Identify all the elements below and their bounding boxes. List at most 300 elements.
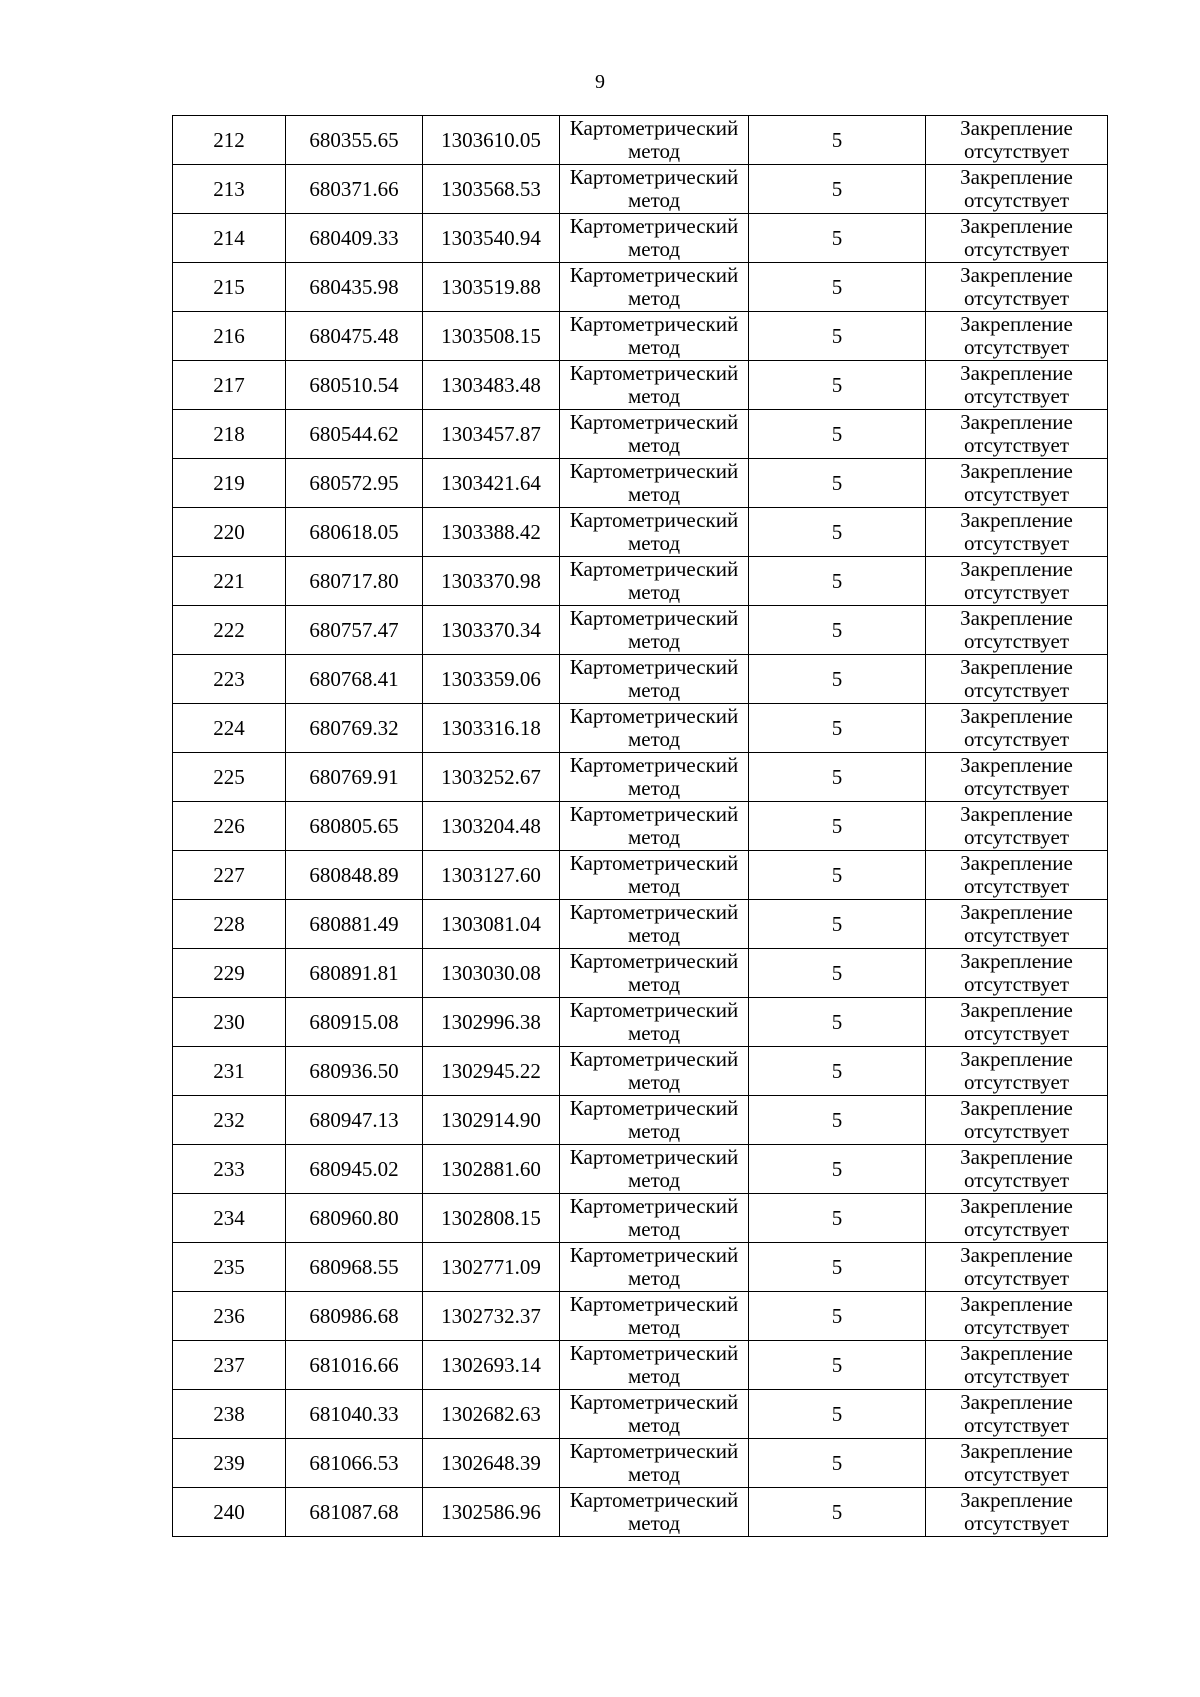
x-coordinate-cell: 680805.65 [286, 802, 423, 851]
method-cell-line-1: Картометрический [569, 1096, 739, 1120]
method-cell [560, 557, 749, 606]
method-cell [560, 165, 749, 214]
method-cell-line-1: Картометрический [569, 998, 739, 1022]
table-row [173, 1341, 1108, 1390]
accuracy-cell: 5 [749, 998, 926, 1047]
method-cell [560, 1439, 749, 1488]
fixing-cell-line-2: отсутствует [963, 384, 1070, 408]
point-number-cell: 224 [173, 704, 286, 753]
fixing-cell-line-1: Закрепление [960, 1047, 1073, 1071]
fixing-cell [926, 802, 1108, 851]
point-number-cell: 229 [173, 949, 286, 998]
x-coordinate-cell: 680848.89 [286, 851, 423, 900]
y-coordinate-cell: 1302808.15 [423, 1194, 560, 1243]
method-cell-line-1: Картометрический [569, 1292, 739, 1316]
method-cell-line-2: метод [627, 433, 681, 457]
y-coordinate-cell: 1302586.96 [423, 1488, 560, 1537]
fixing-cell [926, 704, 1108, 753]
table-row [173, 361, 1108, 410]
method-cell-line-2: метод [627, 1413, 681, 1437]
fixing-cell-line-1: Закрепление [960, 1390, 1073, 1414]
fixing-cell-line-1: Закрепление [960, 606, 1073, 630]
table-row [173, 1439, 1108, 1488]
accuracy-cell: 5 [749, 949, 926, 998]
accuracy-cell: 5 [749, 214, 926, 263]
y-coordinate-cell: 1302732.37 [423, 1292, 560, 1341]
fixing-cell-line-1: Закрепление [960, 557, 1073, 581]
fixing-cell [926, 1096, 1108, 1145]
method-cell [560, 1292, 749, 1341]
fixing-cell-line-2: отсутствует [963, 1119, 1070, 1143]
accuracy-cell: 5 [749, 165, 926, 214]
method-cell-line-1: Картометрический [569, 851, 739, 875]
fixing-cell [926, 165, 1108, 214]
table-row [173, 753, 1108, 802]
method-cell-line-1: Картометрический [569, 1488, 739, 1512]
accuracy-cell: 5 [749, 655, 926, 704]
point-number-cell: 237 [173, 1341, 286, 1390]
fixing-cell-line-1: Закрепление [960, 1096, 1073, 1120]
method-cell-line-1: Картометрический [569, 1145, 739, 1169]
method-cell-line-2: метод [627, 139, 681, 163]
table-row [173, 802, 1108, 851]
fixing-cell-line-2: отсутствует [963, 972, 1070, 996]
table-row [173, 1488, 1108, 1537]
x-coordinate-cell: 680881.49 [286, 900, 423, 949]
fixing-cell [926, 949, 1108, 998]
method-cell-line-2: метод [627, 482, 681, 506]
method-cell-line-1: Картометрический [569, 263, 739, 287]
method-cell [560, 1096, 749, 1145]
method-cell [560, 802, 749, 851]
table-row [173, 1096, 1108, 1145]
table-row [173, 1047, 1108, 1096]
point-number-cell: 226 [173, 802, 286, 851]
method-cell [560, 361, 749, 410]
table-row [173, 1390, 1108, 1439]
accuracy-cell: 5 [749, 263, 926, 312]
y-coordinate-cell: 1303081.04 [423, 900, 560, 949]
x-coordinate-cell: 680891.81 [286, 949, 423, 998]
point-number-cell: 231 [173, 1047, 286, 1096]
fixing-cell [926, 116, 1108, 165]
method-cell-line-2: метод [627, 286, 681, 310]
fixing-cell [926, 753, 1108, 802]
method-cell-line-2: метод [627, 629, 681, 653]
fixing-cell-line-2: отсутствует [963, 237, 1070, 261]
method-cell-line-1: Картометрический [569, 900, 739, 924]
method-cell-line-1: Картометрический [569, 214, 739, 238]
fixing-cell-line-2: отсутствует [963, 1511, 1070, 1535]
method-cell-line-1: Картометрический [569, 1243, 739, 1267]
method-cell-line-2: метод [627, 1070, 681, 1094]
fixing-cell [926, 1194, 1108, 1243]
fixing-cell-line-1: Закрепление [960, 312, 1073, 336]
point-number-cell: 221 [173, 557, 286, 606]
fixing-cell [926, 1439, 1108, 1488]
table-row [173, 410, 1108, 459]
fixing-cell [926, 1145, 1108, 1194]
point-number-cell: 228 [173, 900, 286, 949]
fixing-cell-line-1: Закрепление [960, 655, 1073, 679]
fixing-cell [926, 998, 1108, 1047]
method-cell [560, 312, 749, 361]
fixing-cell [926, 655, 1108, 704]
fixing-cell-line-1: Закрепление [960, 1439, 1073, 1463]
fixing-cell [926, 361, 1108, 410]
x-coordinate-cell: 681016.66 [286, 1341, 423, 1390]
method-cell [560, 704, 749, 753]
accuracy-cell: 5 [749, 557, 926, 606]
accuracy-cell: 5 [749, 1096, 926, 1145]
fixing-cell-line-2: отсутствует [963, 1266, 1070, 1290]
x-coordinate-cell: 680960.80 [286, 1194, 423, 1243]
method-cell-line-2: метод [627, 923, 681, 947]
accuracy-cell: 5 [749, 312, 926, 361]
method-cell-line-2: метод [627, 1217, 681, 1241]
table-row [173, 1194, 1108, 1243]
method-cell [560, 214, 749, 263]
y-coordinate-cell: 1302693.14 [423, 1341, 560, 1390]
fixing-cell-line-2: отсутствует [963, 776, 1070, 800]
fixing-cell [926, 410, 1108, 459]
y-coordinate-cell: 1303457.87 [423, 410, 560, 459]
table-row [173, 165, 1108, 214]
fixing-cell-line-2: отсутствует [963, 1462, 1070, 1486]
accuracy-cell: 5 [749, 753, 926, 802]
fixing-cell-line-1: Закрепление [960, 802, 1073, 826]
point-number-cell: 232 [173, 1096, 286, 1145]
fixing-cell [926, 1047, 1108, 1096]
table-row [173, 1145, 1108, 1194]
fixing-cell-line-2: отсутствует [963, 286, 1070, 310]
x-coordinate-cell: 680769.32 [286, 704, 423, 753]
accuracy-cell: 5 [749, 410, 926, 459]
method-cell-line-2: метод [627, 776, 681, 800]
point-number-cell: 225 [173, 753, 286, 802]
point-number-cell: 227 [173, 851, 286, 900]
point-number-cell: 217 [173, 361, 286, 410]
fixing-cell-line-2: отсутствует [963, 433, 1070, 457]
fixing-cell-line-1: Закрепление [960, 263, 1073, 287]
method-cell [560, 116, 749, 165]
x-coordinate-cell: 680435.98 [286, 263, 423, 312]
fixing-cell-line-2: отсутствует [963, 1070, 1070, 1094]
table-row [173, 1292, 1108, 1341]
point-number-cell: 216 [173, 312, 286, 361]
accuracy-cell: 5 [749, 1390, 926, 1439]
fixing-cell [926, 459, 1108, 508]
method-cell-line-1: Картометрический [569, 557, 739, 581]
fixing-cell-line-1: Закрепление [960, 851, 1073, 875]
coordinates-table [172, 115, 1108, 1537]
point-number-cell: 238 [173, 1390, 286, 1439]
fixing-cell-line-1: Закрепление [960, 508, 1073, 532]
fixing-cell [926, 1243, 1108, 1292]
y-coordinate-cell: 1303316.18 [423, 704, 560, 753]
x-coordinate-cell: 680717.80 [286, 557, 423, 606]
fixing-cell-line-2: отсутствует [963, 1168, 1070, 1192]
fixing-cell-line-2: отсутствует [963, 335, 1070, 359]
method-cell-line-2: метод [627, 237, 681, 261]
point-number-cell: 215 [173, 263, 286, 312]
accuracy-cell: 5 [749, 508, 926, 557]
y-coordinate-cell: 1303421.64 [423, 459, 560, 508]
fixing-cell-line-1: Закрепление [960, 1145, 1073, 1169]
method-cell [560, 1341, 749, 1390]
method-cell-line-2: метод [627, 1168, 681, 1192]
fixing-cell-line-1: Закрепление [960, 116, 1073, 140]
fixing-cell-line-2: отсутствует [963, 1315, 1070, 1339]
method-cell [560, 1047, 749, 1096]
page-number: 9 [595, 71, 605, 93]
method-cell-line-2: метод [627, 335, 681, 359]
x-coordinate-cell: 680371.66 [286, 165, 423, 214]
method-cell-line-2: метод [627, 580, 681, 604]
y-coordinate-cell: 1303610.05 [423, 116, 560, 165]
fixing-cell-line-2: отсутствует [963, 482, 1070, 506]
accuracy-cell: 5 [749, 116, 926, 165]
fixing-cell [926, 1341, 1108, 1390]
fixing-cell [926, 557, 1108, 606]
method-cell [560, 753, 749, 802]
y-coordinate-cell: 1303370.34 [423, 606, 560, 655]
method-cell-line-1: Картометрический [569, 802, 739, 826]
method-cell [560, 1194, 749, 1243]
fixing-cell-line-2: отсутствует [963, 874, 1070, 898]
point-number-cell: 222 [173, 606, 286, 655]
fixing-cell [926, 312, 1108, 361]
table-row [173, 704, 1108, 753]
table-row [173, 508, 1108, 557]
point-number-cell: 240 [173, 1488, 286, 1537]
point-number-cell: 233 [173, 1145, 286, 1194]
y-coordinate-cell: 1303030.08 [423, 949, 560, 998]
x-coordinate-cell: 680769.91 [286, 753, 423, 802]
fixing-cell-line-1: Закрепление [960, 214, 1073, 238]
fixing-cell-line-1: Закрепление [960, 753, 1073, 777]
x-coordinate-cell: 680947.13 [286, 1096, 423, 1145]
x-coordinate-cell: 680945.02 [286, 1145, 423, 1194]
accuracy-cell: 5 [749, 851, 926, 900]
method-cell-line-2: метод [627, 972, 681, 996]
method-cell-line-2: метод [627, 188, 681, 212]
fixing-cell-line-1: Закрепление [960, 1292, 1073, 1316]
fixing-cell-line-1: Закрепление [960, 1341, 1073, 1365]
point-number-cell: 218 [173, 410, 286, 459]
table-row [173, 312, 1108, 361]
fixing-cell [926, 1488, 1108, 1537]
method-cell-line-1: Картометрический [569, 165, 739, 189]
x-coordinate-cell: 680915.08 [286, 998, 423, 1047]
y-coordinate-cell: 1302648.39 [423, 1439, 560, 1488]
method-cell-line-2: метод [627, 727, 681, 751]
fixing-cell-line-2: отсутствует [963, 629, 1070, 653]
fixing-cell [926, 214, 1108, 263]
method-cell [560, 410, 749, 459]
accuracy-cell: 5 [749, 1145, 926, 1194]
accuracy-cell: 5 [749, 1243, 926, 1292]
point-number-cell: 213 [173, 165, 286, 214]
method-cell-line-1: Картометрический [569, 949, 739, 973]
point-number-cell: 223 [173, 655, 286, 704]
fixing-cell [926, 1390, 1108, 1439]
accuracy-cell: 5 [749, 1292, 926, 1341]
fixing-cell-line-2: отсутствует [963, 1364, 1070, 1388]
method-cell-line-1: Картометрический [569, 606, 739, 630]
method-cell-line-1: Картометрический [569, 1341, 739, 1365]
y-coordinate-cell: 1303540.94 [423, 214, 560, 263]
y-coordinate-cell: 1303127.60 [423, 851, 560, 900]
fixing-cell [926, 851, 1108, 900]
x-coordinate-cell: 680936.50 [286, 1047, 423, 1096]
fixing-cell-line-1: Закрепление [960, 1488, 1073, 1512]
fixing-cell-line-1: Закрепление [960, 1243, 1073, 1267]
x-coordinate-cell: 680757.47 [286, 606, 423, 655]
method-cell [560, 1243, 749, 1292]
y-coordinate-cell: 1303359.06 [423, 655, 560, 704]
point-number-cell: 219 [173, 459, 286, 508]
method-cell [560, 606, 749, 655]
y-coordinate-cell: 1303388.42 [423, 508, 560, 557]
method-cell [560, 998, 749, 1047]
fixing-cell [926, 606, 1108, 655]
accuracy-cell: 5 [749, 1047, 926, 1096]
method-cell-line-2: метод [627, 1266, 681, 1290]
fixing-cell-line-1: Закрепление [960, 165, 1073, 189]
table-row [173, 606, 1108, 655]
fixing-cell-line-2: отсутствует [963, 1413, 1070, 1437]
x-coordinate-cell: 680986.68 [286, 1292, 423, 1341]
accuracy-cell: 5 [749, 1439, 926, 1488]
fixing-cell-line-2: отсутствует [963, 1217, 1070, 1241]
table-row [173, 1243, 1108, 1292]
x-coordinate-cell: 680968.55 [286, 1243, 423, 1292]
y-coordinate-cell: 1302914.90 [423, 1096, 560, 1145]
y-coordinate-cell: 1303568.53 [423, 165, 560, 214]
x-coordinate-cell: 680572.95 [286, 459, 423, 508]
table-row [173, 949, 1108, 998]
fixing-cell [926, 263, 1108, 312]
point-number-cell: 220 [173, 508, 286, 557]
method-cell-line-2: метод [627, 874, 681, 898]
fixing-cell-line-1: Закрепление [960, 900, 1073, 924]
y-coordinate-cell: 1302881.60 [423, 1145, 560, 1194]
x-coordinate-cell: 680510.54 [286, 361, 423, 410]
method-cell-line-2: метод [627, 825, 681, 849]
method-cell [560, 1145, 749, 1194]
fixing-cell-line-1: Закрепление [960, 1194, 1073, 1218]
method-cell-line-2: метод [627, 1511, 681, 1535]
method-cell-line-1: Картометрический [569, 410, 739, 434]
point-number-cell: 212 [173, 116, 286, 165]
x-coordinate-cell: 680618.05 [286, 508, 423, 557]
method-cell-line-2: метод [627, 1364, 681, 1388]
y-coordinate-cell: 1303508.15 [423, 312, 560, 361]
y-coordinate-cell: 1303370.98 [423, 557, 560, 606]
y-coordinate-cell: 1302771.09 [423, 1243, 560, 1292]
fixing-cell-line-1: Закрепление [960, 998, 1073, 1022]
table-row [173, 655, 1108, 704]
method-cell-line-1: Картометрический [569, 1439, 739, 1463]
fixing-cell-line-1: Закрепление [960, 704, 1073, 728]
table-row [173, 214, 1108, 263]
point-number-cell: 236 [173, 1292, 286, 1341]
y-coordinate-cell: 1302682.63 [423, 1390, 560, 1439]
fixing-cell-line-2: отсутствует [963, 1021, 1070, 1045]
x-coordinate-cell: 680544.62 [286, 410, 423, 459]
x-coordinate-cell: 680768.41 [286, 655, 423, 704]
table-row [173, 557, 1108, 606]
accuracy-cell: 5 [749, 361, 926, 410]
accuracy-cell: 5 [749, 802, 926, 851]
fixing-cell-line-2: отсутствует [963, 923, 1070, 947]
method-cell [560, 655, 749, 704]
method-cell [560, 459, 749, 508]
point-number-cell: 234 [173, 1194, 286, 1243]
fixing-cell-line-2: отсутствует [963, 825, 1070, 849]
accuracy-cell: 5 [749, 1341, 926, 1390]
fixing-cell-line-2: отсутствует [963, 139, 1070, 163]
table-row [173, 998, 1108, 1047]
accuracy-cell: 5 [749, 704, 926, 753]
y-coordinate-cell: 1303519.88 [423, 263, 560, 312]
y-coordinate-cell: 1303252.67 [423, 753, 560, 802]
method-cell [560, 949, 749, 998]
table-row [173, 851, 1108, 900]
method-cell-line-1: Картометрический [569, 655, 739, 679]
method-cell [560, 508, 749, 557]
x-coordinate-cell: 680475.48 [286, 312, 423, 361]
y-coordinate-cell: 1302996.38 [423, 998, 560, 1047]
method-cell-line-1: Картометрический [569, 753, 739, 777]
method-cell [560, 1390, 749, 1439]
point-number-cell: 214 [173, 214, 286, 263]
table-row [173, 263, 1108, 312]
table-row [173, 116, 1108, 165]
fixing-cell-line-1: Закрепление [960, 949, 1073, 973]
method-cell-line-1: Картометрический [569, 1390, 739, 1414]
fixing-cell-line-1: Закрепление [960, 361, 1073, 385]
method-cell-line-1: Картометрический [569, 1047, 739, 1071]
method-cell [560, 263, 749, 312]
method-cell-line-1: Картометрический [569, 361, 739, 385]
fixing-cell [926, 508, 1108, 557]
method-cell [560, 851, 749, 900]
method-cell-line-2: метод [627, 1462, 681, 1486]
accuracy-cell: 5 [749, 1194, 926, 1243]
method-cell [560, 900, 749, 949]
fixing-cell [926, 1292, 1108, 1341]
point-number-cell: 235 [173, 1243, 286, 1292]
method-cell-line-1: Картометрический [569, 1194, 739, 1218]
x-coordinate-cell: 680355.65 [286, 116, 423, 165]
point-number-cell: 239 [173, 1439, 286, 1488]
y-coordinate-cell: 1302945.22 [423, 1047, 560, 1096]
x-coordinate-cell: 681087.68 [286, 1488, 423, 1537]
method-cell-line-2: метод [627, 384, 681, 408]
fixing-cell-line-2: отсутствует [963, 531, 1070, 555]
table-row [173, 900, 1108, 949]
method-cell-line-2: метод [627, 1119, 681, 1143]
method-cell-line-1: Картометрический [569, 459, 739, 483]
x-coordinate-cell: 681040.33 [286, 1390, 423, 1439]
y-coordinate-cell: 1303483.48 [423, 361, 560, 410]
accuracy-cell: 5 [749, 900, 926, 949]
x-coordinate-cell: 680409.33 [286, 214, 423, 263]
fixing-cell-line-2: отсутствует [963, 580, 1070, 604]
accuracy-cell: 5 [749, 1488, 926, 1537]
